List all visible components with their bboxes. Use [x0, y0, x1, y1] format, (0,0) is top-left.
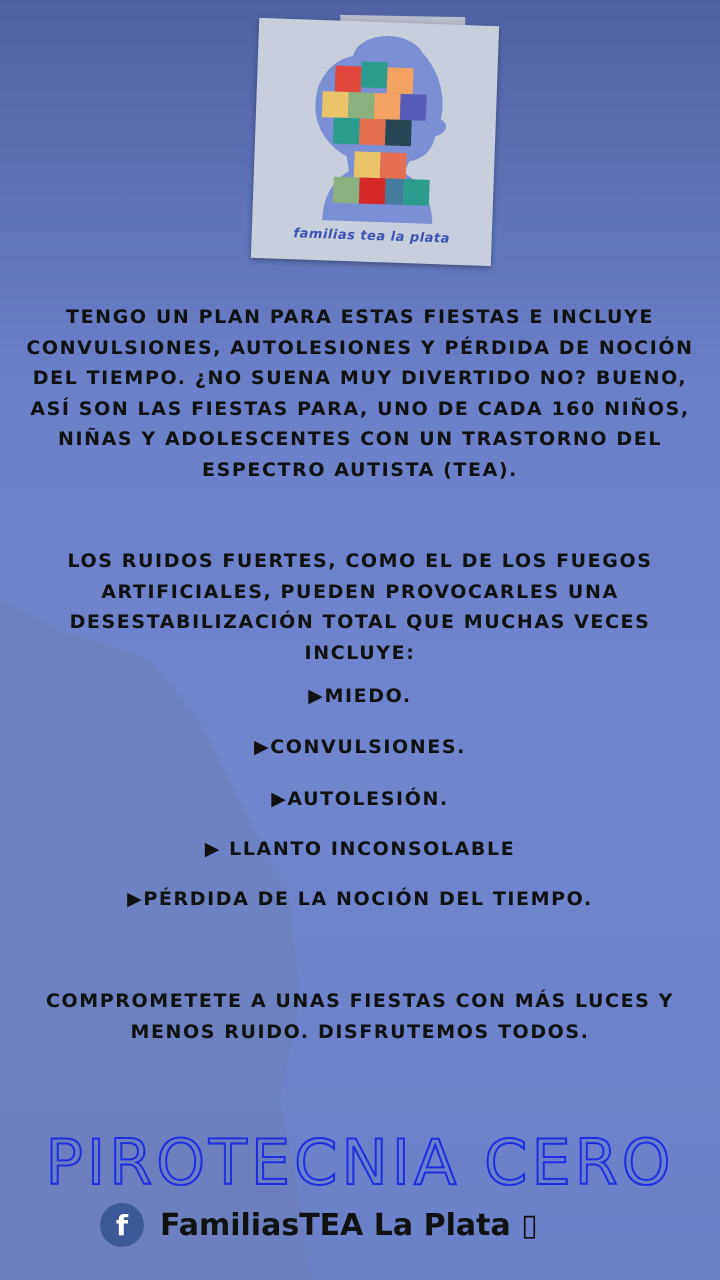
noise-paragraph: LOS RUIDOS FUERTES, COMO EL DE LOS FUEGOS ARTIFICIALES, PUEDEN PROVOCARLES UNA DESESTABILIZACIÓN TOTAL QUE MUCHAS VECES INCLUYE: — [67, 550, 653, 664]
closing-paragraph: COMPROMETETE A UNAS FIESTAS CON MÁS LUCES Y MENOS RUIDO. DISFRUTEMOS TODOS. — [45, 990, 675, 1043]
logo-card — [251, 18, 499, 266]
logo-text: familias tea la plata — [293, 226, 451, 247]
list-item-self-harm: ▶AUTOLESIÓN. — [271, 788, 449, 810]
list-item-crying: ▶ LLANTO INCONSOLABLE — [204, 838, 516, 860]
list-item-fear: ▶MIEDO. — [308, 685, 412, 707]
intro-paragraph: TENGO UN PLAN PARA ESTAS FIESTAS E INCLUYE CONVULSIONES, AUTOLESIONES Y PÉRDIDA DE NOCIÓN DEL TIEMPO. ¿NO SUENA MUY DIVERTIDO NO? BUENO, ASÍ SON LAS FIESTAS PARA, UNO DE CADA 160 NIÑOS, NIÑAS Y ADOLESCENTES CON UN TRASTORNO DEL ESPECTRO AUTISTA (TEA). — [26, 306, 694, 481]
list-item-seizures: ▶CONVULSIONES. — [254, 736, 466, 758]
puzzle-head-icon — [252, 18, 499, 226]
facebook-icon: f — [100, 1203, 144, 1247]
facebook-link[interactable] — [100, 1203, 538, 1247]
facebook-page-name: FamiliasTEA La Plata ▯ — [160, 1207, 538, 1243]
list-item-time-loss: ▶PÉRDIDA DE LA NOCIÓN DEL TIEMPO. — [127, 888, 593, 910]
campaign-title: PIROTECNIA CERO — [45, 1126, 675, 1199]
